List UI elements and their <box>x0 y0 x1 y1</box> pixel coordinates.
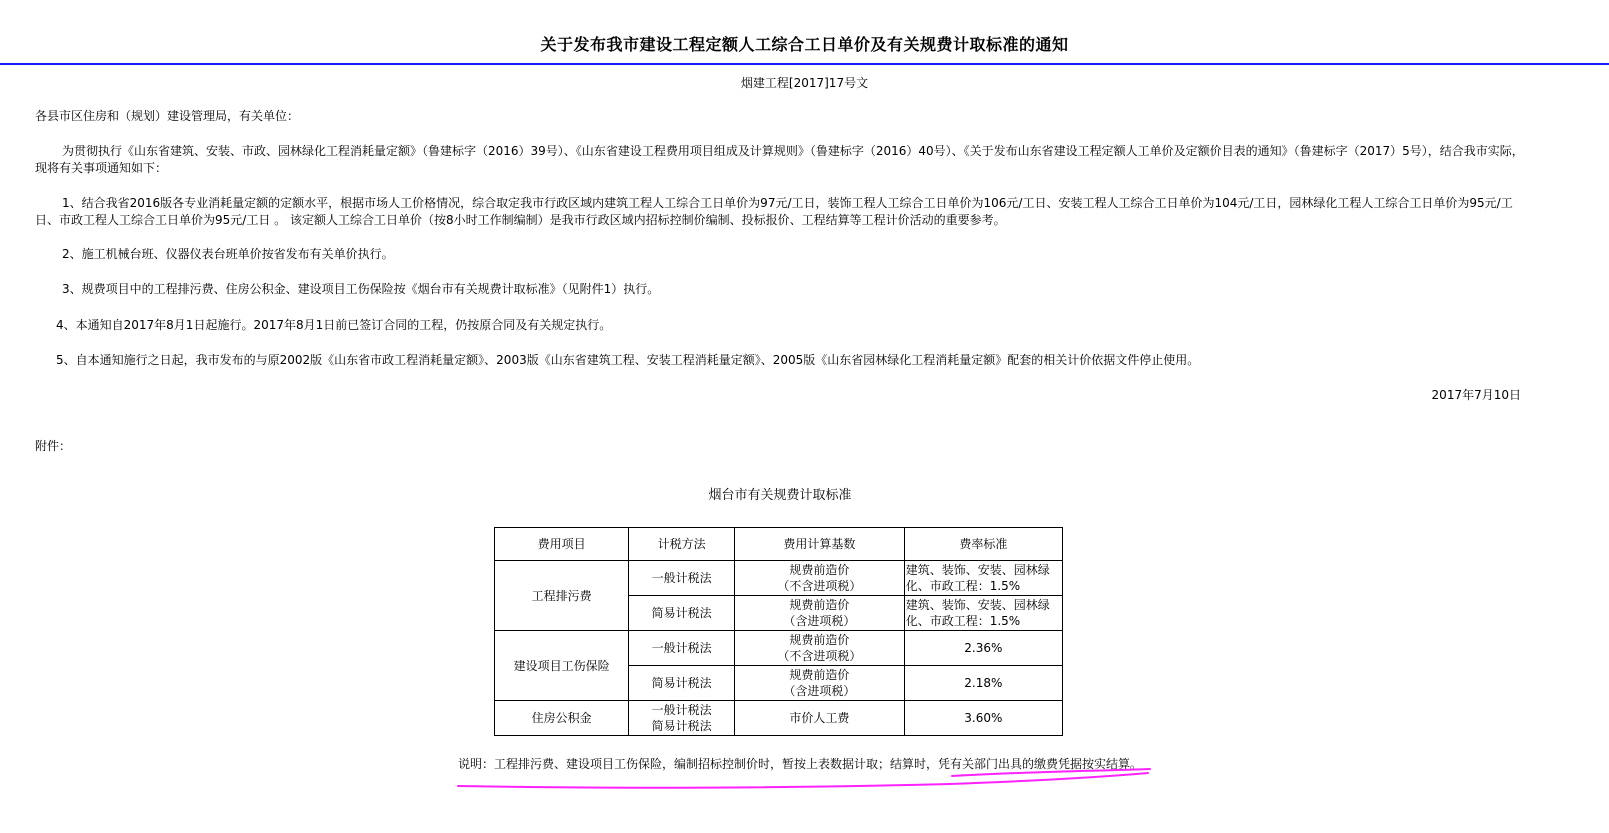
item-3: 3、规费项目中的工程排污费、住房公积金、建设项目工伤保险按《烟台市有关规费计取标准》（见附件1）执行。 <box>62 282 660 296</box>
table-row <box>495 631 1063 666</box>
rate-cell: 建筑、装饰、安装、园林绿化、市政工程：1.5% <box>904 596 1062 631</box>
table-note: 说明：工程排污费、建设项目工伤保险，编制招标控制价时，暂按上表数据计取；结算时，凭有关部门出具的缴费凭据按实结算。 <box>458 757 1143 771</box>
calc-base-line: （不含进项税） <box>777 649 862 663</box>
tax-method-cell: 简易计税法 <box>629 596 735 631</box>
title-rule <box>0 63 1609 65</box>
table-row <box>495 701 1063 736</box>
calc-base-line: 规费前造价 <box>789 668 850 682</box>
rate-cell: 建筑、装饰、安装、园林绿化、市政工程：1.5% <box>904 561 1062 596</box>
tax-method-line: 一般计税法 <box>651 703 712 717</box>
document-title: 关于发布我市建设工程定额人工综合工日单价及有关规费计取标准的通知 <box>540 35 1069 54</box>
fee-table-title: 烟台市有关规费计取标准 <box>708 488 852 503</box>
tax-method-line: 简易计税法 <box>651 719 712 733</box>
calc-base-cell <box>735 561 905 596</box>
header-cell: 计税方法 <box>629 528 735 561</box>
header-cell: 费用计算基数 <box>735 528 905 561</box>
tax-method-cell: 一般计税法 <box>629 561 735 596</box>
rate-cell: 3.60% <box>904 701 1062 736</box>
calc-base-line: 规费前造价 <box>789 563 850 577</box>
tax-method-cell: 简易计税法 <box>629 666 735 701</box>
tax-method-cell: 一般计税法 <box>629 631 735 666</box>
calc-base-cell: 市价人工费 <box>735 701 905 736</box>
calc-base-cell <box>735 631 905 666</box>
calc-base-line: （含进项税） <box>783 614 856 628</box>
attachment-label: 附件： <box>35 439 72 453</box>
calc-base-cell <box>735 596 905 631</box>
issue-date: 2017年7月10日 <box>1431 388 1521 402</box>
calc-base-line: （不含进项税） <box>777 579 862 593</box>
item-4: 4、本通知自2017年8月1日起施行。2017年8月1日前已签订合同的工程，仍按原合同及有关规定执行。 <box>56 318 612 332</box>
calc-base-line: 规费前造价 <box>789 598 850 612</box>
document-number: 烟建工程[2017]17号文 <box>740 76 869 90</box>
header-cell: 费用项目 <box>495 528 629 561</box>
rate-cell: 2.36% <box>904 631 1062 666</box>
fee-item-cell: 工程排污费 <box>495 561 629 631</box>
item-5: 5、自本通知施行之日起，我市发布的与原2002版《山东省市政工程消耗量定额》、2003版《山东省建筑工程、安装工程消耗量定额》、2005版《山东省园林绿化工程消耗量定额》配套的相关计价依据文件停止使用。 <box>56 353 1200 367</box>
item-1: 1、结合我省2016版各专业消耗量定额的定额水平，根据市场人工价格情况，综合取定我市行政区域内建筑工程人工综合工日单价为97元/工日，装饰工程人工综合工日单价为106元/工日、安装工程人工综合工日单价为104元/工日，园林绿化工程人工综合工日单价为95元/工日、市政工程人工综合工日单价为95元/工日 。 该定额人工综合工日单价（按8小时工作制编制）是我市行政区域内招标控制价编制、投标报价、工程结算等工程计价活动的重要参考。 <box>35 196 1513 227</box>
calc-base-cell <box>735 666 905 701</box>
calc-base-line: 规费前造价 <box>789 633 850 647</box>
table-header-row <box>495 528 1063 561</box>
item-2: 2、施工机械台班、仪器仪表台班单价按省发布有关单价执行。 <box>62 247 394 261</box>
header-cell: 费率标准 <box>904 528 1062 561</box>
fee-item-cell: 住房公积金 <box>495 701 629 736</box>
intro-paragraph: 为贯彻执行《山东省建筑、安装、市政、园林绿化工程消耗量定额》（鲁建标字（2016）39号）、《山东省建设工程费用项目组成及计算规则》（鲁建标字（2016）40号）、《关于发布山东省建设工程定额人工单价及定额价目表的通知》（鲁建标字（2017）5号），结合我市实际，现将有关事项通知如下： <box>35 144 1524 175</box>
addressee: 各县市区住房和（规划）建设管理局，有关单位： <box>35 109 300 123</box>
underline-stroke-lower <box>458 773 1148 788</box>
fee-table <box>494 527 1063 736</box>
calc-base-line: （含进项税） <box>783 684 856 698</box>
tax-method-cell <box>629 701 735 736</box>
table-row <box>495 561 1063 596</box>
rate-cell: 2.18% <box>904 666 1062 701</box>
fee-item-cell: 建设项目工伤保险 <box>495 631 629 701</box>
